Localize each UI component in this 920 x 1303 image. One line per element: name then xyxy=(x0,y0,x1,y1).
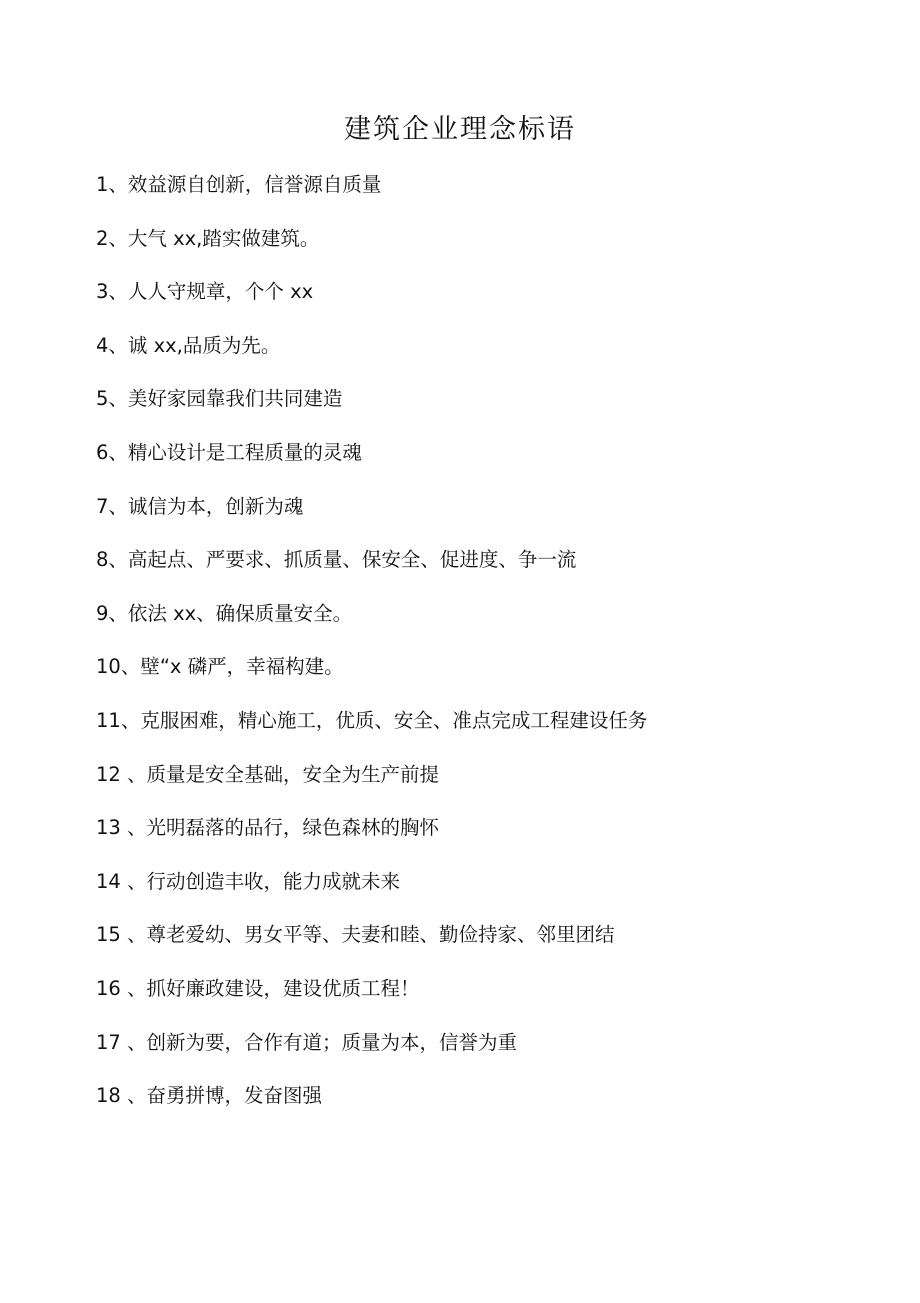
slogan-text: 15 、尊老爱幼、男女平等、夫妻和睦、勤俭持家、邻里团结 xyxy=(96,923,615,947)
slogan-item-4 xyxy=(96,331,676,361)
slogan-item-3 xyxy=(96,277,676,307)
slogan-text: 16 、抓好廉政建设，建设优质工程！ xyxy=(96,976,420,1000)
slogan-text: 17 、创新为要，合作有道；质量为本，信誉为重 xyxy=(96,1030,518,1054)
slogan-text: 11、克服困难，精心施工，优质、安全、准点完成工程建设任务 xyxy=(96,708,648,732)
slogan-item-10 xyxy=(96,652,676,682)
slogan-text: 5、美好家园靠我们共同建造 xyxy=(96,387,343,411)
document-title: 建筑企业理念标语 xyxy=(344,114,576,145)
slogan-item-14 xyxy=(96,867,676,897)
slogan-text: 7、诚信为本，创新为魂 xyxy=(96,494,304,518)
slogan-text: 3、人人守规章，个个 xx xyxy=(96,280,314,304)
slogan-list xyxy=(96,170,676,1135)
slogan-text: 10、壁“x 磷严，幸福构建。 xyxy=(96,655,344,679)
slogan-text: 12 、质量是安全基础，安全为生产前提 xyxy=(96,762,440,786)
slogan-item-6 xyxy=(96,438,676,468)
slogan-text: 13 、光明磊落的品行，绿色森林的胸怀 xyxy=(96,816,440,840)
slogan-item-12 xyxy=(96,760,676,790)
slogan-text: 18 、奋勇拼博，发奋图强 xyxy=(96,1084,323,1108)
slogan-item-18 xyxy=(96,1081,676,1111)
slogan-text: 9、依法 xx、确保质量安全。 xyxy=(96,601,353,625)
slogan-item-13 xyxy=(96,813,676,843)
slogan-item-15 xyxy=(96,920,664,950)
slogan-text: 8、高起点、严要求、抓质量、保安全、促进度、争一流 xyxy=(96,548,577,572)
slogan-item-2 xyxy=(96,224,676,254)
slogan-text: 4、诚 xx,品质为先。 xyxy=(96,333,281,357)
slogan-text: 6、精心设计是工程质量的灵魂 xyxy=(96,440,362,464)
slogan-item-7 xyxy=(96,492,676,522)
slogan-item-16 xyxy=(96,974,676,1004)
slogan-item-5 xyxy=(96,384,676,414)
slogan-item-1 xyxy=(96,170,676,200)
slogan-item-9 xyxy=(96,599,676,629)
slogan-item-17 xyxy=(96,1028,676,1058)
slogan-text: 2、大气 xx,踏实做建筑。 xyxy=(96,226,320,250)
slogan-item-11 xyxy=(96,706,664,736)
slogan-text: 14 、行动创造丰收，能力成就未来 xyxy=(96,869,401,893)
slogan-item-8 xyxy=(96,545,676,575)
slogan-text: 1、效益源自创新，信誉源自质量 xyxy=(96,173,382,196)
